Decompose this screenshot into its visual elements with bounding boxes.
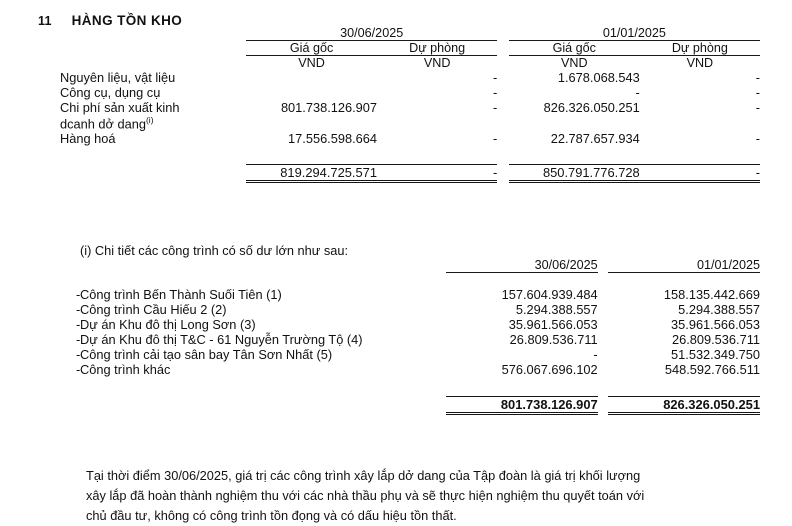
detail-label-text: Công trình Bến Thành Suối Tiên (1) xyxy=(80,286,282,302)
table-row xyxy=(60,70,760,85)
table-header-subcolumn-row xyxy=(60,41,760,56)
note-number: 11 xyxy=(38,14,52,28)
cell-provision-current: - xyxy=(492,131,498,147)
cell-empty xyxy=(640,115,760,131)
detail-projects-table xyxy=(60,258,760,415)
closing-line-3: chủ đầu tư, không có công trình tồn đọng và có dấu hiệu tồn thất. xyxy=(86,507,457,523)
list-bullet: - xyxy=(76,316,81,332)
header-gap xyxy=(497,56,509,71)
cell-empty xyxy=(509,115,640,131)
detail-gap xyxy=(598,287,608,302)
detail-gap xyxy=(598,362,608,377)
row-label-tools: Công cụ, dụng cụ xyxy=(60,85,161,100)
cell-cost-prior: 826.326.050.251 xyxy=(543,100,640,115)
list-bullet: - xyxy=(76,346,81,362)
cell-provision-prior: - xyxy=(755,131,760,147)
column-header-cost-prior: Giá gốc xyxy=(509,41,640,56)
detail-label-text: Công trình khác xyxy=(80,361,171,377)
detail-label-text: Dự án Khu đô thị Long Sơn (3) xyxy=(80,316,256,332)
footnote-marker-i: (i) xyxy=(145,115,154,125)
unit-header-2: VND xyxy=(423,56,451,70)
detail-label-text: Dự án Khu đô thị T&C - 61 Nguyễn Trường Tộ (4) xyxy=(80,331,363,347)
row-gap xyxy=(497,70,509,85)
list-item xyxy=(60,287,760,302)
detail-label-text: Công trình Cầu Hiếu 2 (2) xyxy=(80,301,227,317)
inventory-table xyxy=(60,26,760,183)
table-row-continuation xyxy=(60,115,760,131)
cell-cost-current xyxy=(246,70,377,85)
list-item xyxy=(60,347,760,362)
total-gap xyxy=(497,164,509,181)
unit-header-1: VND xyxy=(298,56,325,70)
detail-gap xyxy=(598,302,608,317)
detail-gap xyxy=(598,332,608,347)
detail-cell-prior: 26.809.536.711 xyxy=(671,331,760,347)
list-bullet: - xyxy=(76,361,81,377)
total-provision-current: - xyxy=(377,164,497,181)
cell-provision-current: - xyxy=(492,85,498,100)
detail-header-spacer xyxy=(60,258,446,273)
spacer xyxy=(60,377,760,397)
cell-provision-current: - xyxy=(492,100,498,115)
detail-gap xyxy=(598,347,608,362)
header-spacer xyxy=(60,26,246,41)
row-label-wip-cont-text: dcanh dở dang xyxy=(60,116,146,132)
cell-cost-prior: 1.678.068.543 xyxy=(557,70,640,85)
detail-total-gap xyxy=(598,397,608,414)
detail-row-label-ben-thanh-suoi-tien xyxy=(60,287,446,302)
cell-empty xyxy=(246,115,377,131)
cell-provision-prior: - xyxy=(755,70,760,85)
detail-cell-prior: 51.532.349.750 xyxy=(671,346,760,362)
column-header-provision-current: Dự phòng xyxy=(377,41,497,56)
row-label-raw-materials: Nguyên liệu, vật liệu xyxy=(60,70,176,85)
header-gap xyxy=(497,26,509,41)
detail-total-label-spacer xyxy=(60,397,446,414)
detail-row-label-other-projects xyxy=(60,362,446,377)
list-bullet: - xyxy=(76,331,81,347)
table-spacer-row xyxy=(60,146,760,164)
detail-cell-current: - xyxy=(593,346,598,362)
detail-cell-current: 5.294.388.557 xyxy=(515,301,598,317)
column-header-cost-current: Giá gốc xyxy=(246,41,377,56)
spacer xyxy=(60,146,760,164)
header-spacer xyxy=(60,41,246,56)
page-title: HÀNG TỒN KHO xyxy=(71,13,183,28)
list-bullet: - xyxy=(76,286,81,302)
detail-header-gap xyxy=(598,258,608,273)
row-label-wip: Chi phí sản xuất kinh xyxy=(60,100,180,115)
detail-cell-current: 26.809.536.711 xyxy=(509,331,598,347)
detail-total-current: 801.738.126.907 xyxy=(446,397,598,414)
cell-empty xyxy=(377,115,497,131)
closing-paragraph xyxy=(86,466,762,525)
spacer xyxy=(60,273,760,287)
list-bullet: - xyxy=(76,301,81,317)
detail-label-text: Công trình cải tạo sân bay Tân Sơn Nhất (5) xyxy=(80,346,333,362)
detail-cell-prior: 548.592.766.511 xyxy=(664,361,760,377)
detail-row-label-tc-61-nguyen-truong-to xyxy=(60,332,446,347)
detail-cell-prior: 158.135.442.669 xyxy=(663,286,760,302)
closing-line-2: xây lắp đã hoàn thành nghiệm thu với các nhà thầu phụ và sẽ thực hiện nghiệm thu quyết toán với xyxy=(86,487,645,503)
period-header-prior: 01/01/2025 xyxy=(509,26,760,41)
table-header-period-row xyxy=(60,26,760,41)
list-item xyxy=(60,317,760,332)
row-label-goods: Hàng hoá xyxy=(60,131,116,147)
cell-provision-prior: - xyxy=(755,100,760,115)
list-item xyxy=(60,302,760,317)
row-gap xyxy=(497,85,509,100)
table-row xyxy=(60,85,760,100)
table-row xyxy=(60,100,760,115)
total-label-spacer xyxy=(60,164,246,181)
closing-line-1: Tại thời điểm 30/06/2025, giá trị các công trình xây lắp dở dang của Tập đoàn là giá trị khối lượng xyxy=(86,468,641,483)
detail-period-header-current: 30/06/2025 xyxy=(446,258,598,273)
detail-cell-current: 576.067.696.102 xyxy=(501,361,598,377)
header-spacer xyxy=(60,56,246,71)
total-cost-current: 819.294.725.571 xyxy=(246,164,377,181)
cell-cost-current: 801.738.126.907 xyxy=(280,100,378,115)
detail-section-intro: (i) Chi tiết các công trình có số dư lớn như sau: xyxy=(80,243,349,258)
cell-provision-prior: - xyxy=(755,85,760,100)
detail-row-label-cau-hieu-2 xyxy=(60,302,446,317)
cell-provision-current: - xyxy=(492,70,498,85)
row-gap xyxy=(497,131,509,146)
cell-cost-prior: - xyxy=(635,85,640,100)
total-cost-prior: 850.791.776.728 xyxy=(509,164,640,181)
detail-total-row xyxy=(60,397,760,414)
detail-cell-prior: 5.294.388.557 xyxy=(678,301,760,317)
cell-cost-current: 17.556.598.664 xyxy=(288,131,378,147)
cell-cost-current xyxy=(246,85,377,100)
detail-total-prior: 826.326.050.251 xyxy=(608,397,760,414)
list-item xyxy=(60,362,760,377)
row-gap xyxy=(497,115,509,131)
unit-header-3: VND xyxy=(560,56,588,70)
period-header-current: 30/06/2025 xyxy=(246,26,497,41)
header-gap xyxy=(497,41,509,56)
detail-period-header-prior: 01/01/2025 xyxy=(608,258,760,273)
detail-row-label-tan-son-nhat xyxy=(60,347,446,362)
table-header-unit-row xyxy=(60,56,760,71)
list-item xyxy=(60,332,760,347)
table-total-row xyxy=(60,164,760,181)
row-label-wip-continued xyxy=(60,115,246,131)
total-provision-prior: - xyxy=(640,164,760,181)
detail-header-row xyxy=(60,258,760,273)
unit-header-4: VND xyxy=(686,56,714,70)
detail-cell-current: 157.604.939.484 xyxy=(501,286,598,302)
detail-gap xyxy=(598,317,608,332)
row-gap xyxy=(497,100,509,115)
detail-cell-prior: 35.961.566.053 xyxy=(671,316,760,332)
cell-cost-prior: 22.787.657.934 xyxy=(550,131,640,147)
detail-spacer-row xyxy=(60,273,760,287)
detail-cell-current: 35.961.566.053 xyxy=(508,316,598,332)
detail-row-label-long-son xyxy=(60,317,446,332)
table-row xyxy=(60,131,760,146)
detail-spacer-row xyxy=(60,377,760,397)
column-header-provision-prior: Dự phòng xyxy=(640,41,760,56)
